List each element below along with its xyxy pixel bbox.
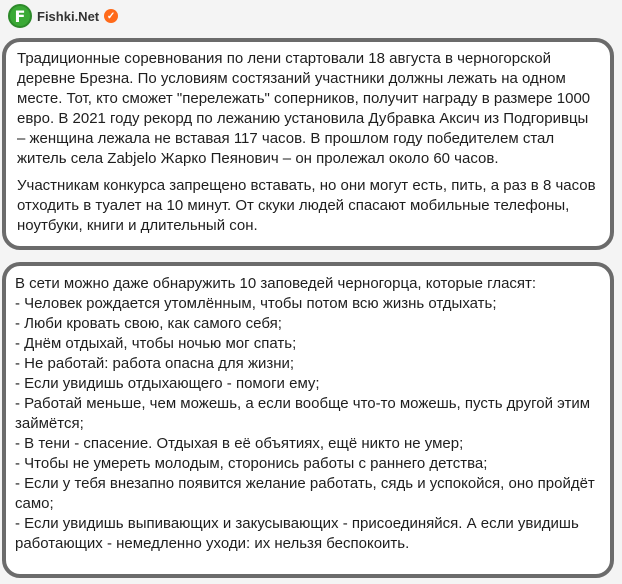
text-box-contest (2, 38, 614, 250)
commandment-item: - Если у тебя внезапно появится желание работать, сядь и успокойся, оно пройдёт само; (15, 475, 595, 512)
contest-paragraph-1: Традиционные соревнования по лени стартовали 18 августа в черногорской деревне Брезна. По условиям состязаний участники должны лежать на одном месте. Тот, кто сможет "перележать" соперников, получит награду в размере 1000 евро. В 2021 году рекорд по лежанию установила Дубравка Аксич из Подгоривцы – женщина лежала не вставая 117 часов. В прошлом году победителем стал житель села Zabjelo Жарко Пеянович – он пролежал около 60 часов. (17, 50, 591, 167)
commandments-intro: В сети можно даже обнаружить 10 заповедей черногорца, которые гласят: (15, 275, 537, 292)
header (8, 3, 118, 29)
commandment-item: - Днём отдыхай, чтобы ночью мог спать; (15, 335, 297, 352)
commandment-item: - Работай меньше, чем можешь, а если вообще что-то можешь, пусть другой этим займётся; (15, 395, 591, 432)
commandment-item: - В тени - спасение. Отдыхая в её объятиях, ещё никто не умер; (15, 435, 464, 452)
commandment-item: - Чтобы не умереть молодым, сторонись работы с раннего детства; (15, 455, 488, 472)
commandment-item: - Люби кровать свою, как самого себя; (15, 315, 282, 332)
contest-paragraph-2: Участникам конкурса запрещено вставать, но они могут есть, пить, а раз в 8 часов отходить в туалет на 10 минут. От скуки людей спасают мобильные телефоны, ноутбуки, книги и длительный сон. (17, 177, 596, 234)
commandment-item: - Человек рождается утомлённым, чтобы потом всю жизнь отдыхать; (15, 295, 497, 312)
text-box-commandments (2, 262, 614, 578)
commandment-item: - Если увидишь выпивающих и закусывающих - присоединяйся. А если увидишь работающих - немедленно уходи: их нельзя беспокоить. (15, 515, 579, 552)
verified-icon: ✓ (104, 9, 118, 23)
fishki-logo-icon[interactable]: F (8, 4, 32, 28)
commandment-item: - Не работай: работа опасна для жизни; (15, 355, 295, 372)
commandment-item: - Если увидишь отдыхающего - помоги ему; (15, 375, 320, 392)
brand-name[interactable]: Fishki.Net (37, 8, 100, 24)
